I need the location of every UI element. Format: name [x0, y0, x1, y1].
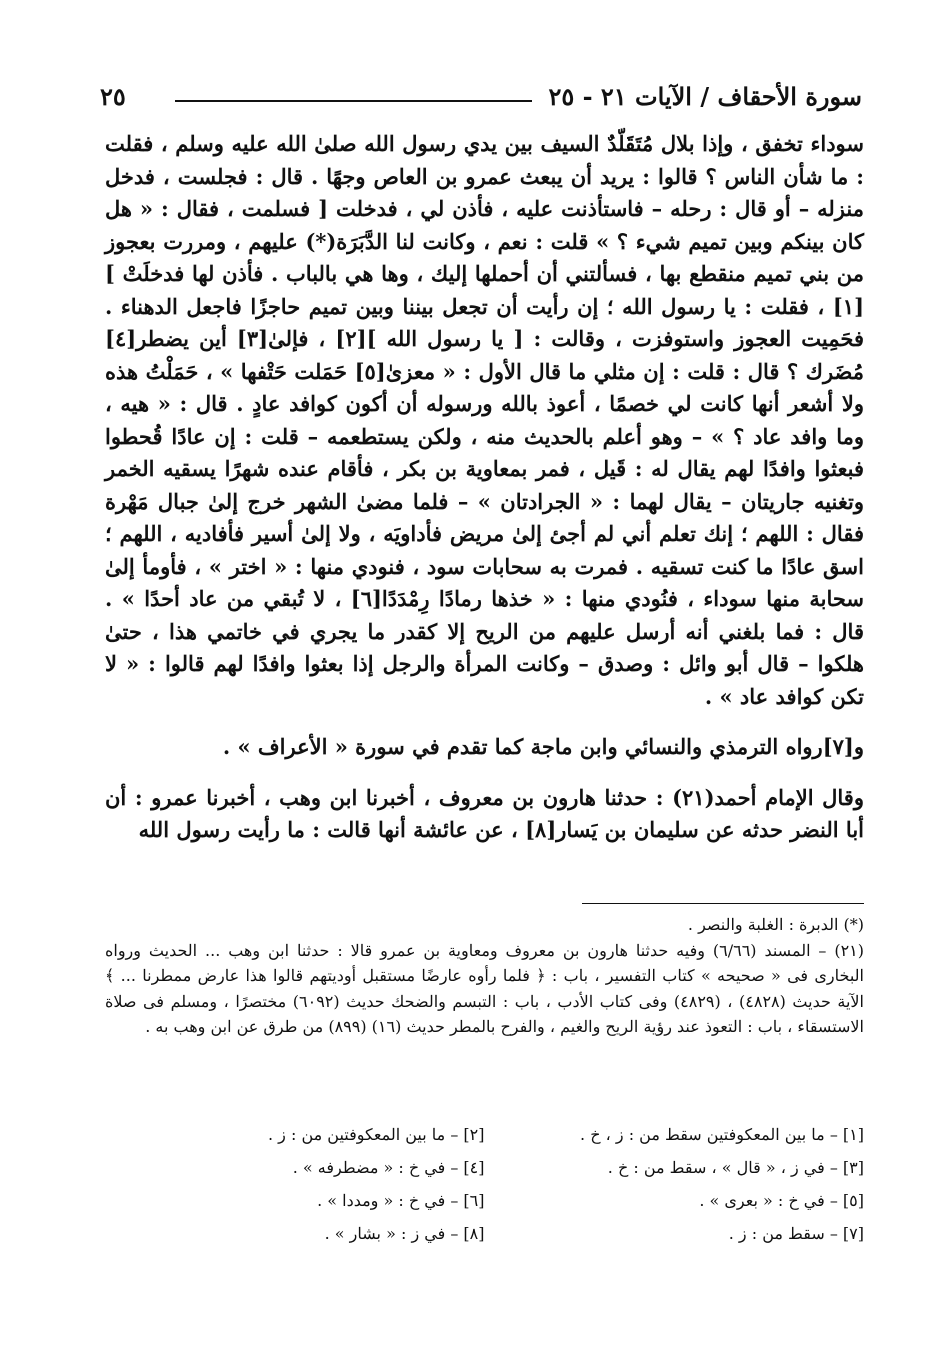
footnote-3: [٣] – في ز ، « قال » ، سقط من : خ . — [607, 1158, 864, 1177]
running-title: سورة الأحقاف / الآيات ٢١ - ٢٥ — [548, 82, 862, 111]
main-text — [105, 128, 864, 847]
page-number: ٢٥ — [100, 82, 126, 111]
note-star: (*) الدبرة : الغلبة والنصر . — [687, 915, 864, 934]
footnote-8: [٨] – في ز : « بشار » . — [324, 1224, 485, 1243]
footnote-6: [٦] – في خ : « ومددا » . — [317, 1191, 485, 1210]
paragraph-riwaya: و[٧]رواه الترمذي والنسائي وابن ماجة كما تقدم في سورة « الأعراف » . — [222, 734, 864, 759]
variant-footnotes — [105, 1118, 864, 1250]
header-rule — [175, 100, 532, 102]
footnote-2: [٢] – ما بين المعكوفتين من : ز . — [267, 1125, 485, 1144]
footnote-5: [٥] – في خ : « بعرى » . — [699, 1191, 864, 1210]
footnote-4: [٤] – في خ : « مضطرفه » . — [292, 1158, 485, 1177]
footnote-7: [٧] – سقط من : ز . — [728, 1224, 864, 1243]
page-header — [100, 82, 862, 122]
notes-separator — [582, 903, 864, 904]
paragraph-hadith: سوداء تخفق ، وإذا بلال مُتَقَلّدٌ السيف بين يدي رسول الله صلىٰ الله عليه وسلم ، فقلت : ما شأن الناس ؟ قالوا : يريد أن يبعث عمرو بن العاص وجهًا . قال : فجلست ، فدخل منزله – أو قال : رحله – فاستأذنت عليه ، فأذن لي ، فدخلت [ فسلمت ، فقال : « هل كان بينكم وبين تميم شيء ؟ » قلت : نعم ، وكانت لنا الدَّبَرَة(*) عليهم ، ومررت بعجوز من بني تميم منقطع بها ، فسألتني أن أحملها إليك ، وها هي بالباب . فأذن لها فدخلَتْ ][١] ، فقلت : يا رسول الله ؛ إن رأيت أن تجعل بيننا وبين تميم حاجزًا فاجعل الدهناء . فحَمِيت العجوز واستوفزت ، وقالت : [ يا رسول الله ][٢] ، فإلىٰ[٣] أين يضطر[٤] مُضَرك ؟ قال : قلت : إن مثلي ما قال الأول : « معزىٰ[٥] حَمَلت حَتْفها » ، حَمَلْتُ هذه ولا أشعر أنها كانت لي خصمًا ، أعوذ بالله ورسوله أن أكون كوافد عادٍ . قال : « هيه ، وما وافد عاد ؟ » – وهو أعلم بالحديث منه ، ولكن يستطعمه – قلت : إن عادًا قُحطوا فبعثوا وافدًا لهم يقال له : قَيل ، فمر بمعاوية بن بكر ، فأقام عنده شهرًا يسقيه الخمر وتغنيه جاريتان – يقال لهما : « الجرادتان » – فلما مضىٰ الشهر خرج إلىٰ جبال مَهْرة فقال : اللهم ؛ إنك تعلم أني لم أجئ إلىٰ مريض فأداويَه ، ولا إلىٰ أسير فأفاديه ، اللهم ؛ اسق عادًا ما كنت تسقيه . فمرت به سحابات سود ، فنودي منها : « اختر » ، فأومأ إلىٰ سحابة منها سوداء ، فنُودي منها : « خذها رمادًا رِمْدَدًا[٦] ، لا تُبقي من عاد أحدًا » . قال : فما بلغني أنه أرسل عليهم من الريح إلا كقدر ما يجري في خاتمي هذا ، حتىٰ هلكوا – قال أبو وائل : وصدق – وكانت المرأة والرجل إذا بعثوا وافدًا لهم قالوا : « لا تكن كوافد عاد » . — [105, 131, 865, 709]
note-21: (٢١) – المسند (٦/٦٦) وفيه حدثنا هارون بن معروف ومعاوية بن عمرو قالا : حدثنا ابن وهب ... الحديث ورواه البخارى فى « صحيحه » كتاب التفسير ، باب : ﴿ فلما رأوه عارضًا مستقبل أوديتهم قالوا هذا عارض ممطرنا ... ﴾ الآية حديث (٤٨٢٨) ، (٤٨٢٩) وفى كتاب الأدب ، باب : التبسم والضحك حديث (٦٠٩٢) مختصرًا ، ومسلم فى صلاة الاستسقاء ، باب : التعوذ عند رؤية الريح والغيم ، والفرح بالمطر حديث (١٦) (٨٩٩) من طرق عن ابن وهب به . — [105, 940, 865, 1036]
paragraph-ahmad: وقال الإمام أحمد(٢١) : حدثنا هارون بن معروف ، أخبرنا ابن وهب ، أخبرنا عمرو : أن أبا النضر حدثه عن سليمان بن يَسار[٨] ، عن عائشة أنها قالت : ما رأيت رسول الله — [105, 784, 864, 842]
commentary-notes — [105, 912, 864, 1040]
footnote-1: [١] – ما بين المعكوفتين سقط من : ز ، خ . — [580, 1125, 864, 1144]
